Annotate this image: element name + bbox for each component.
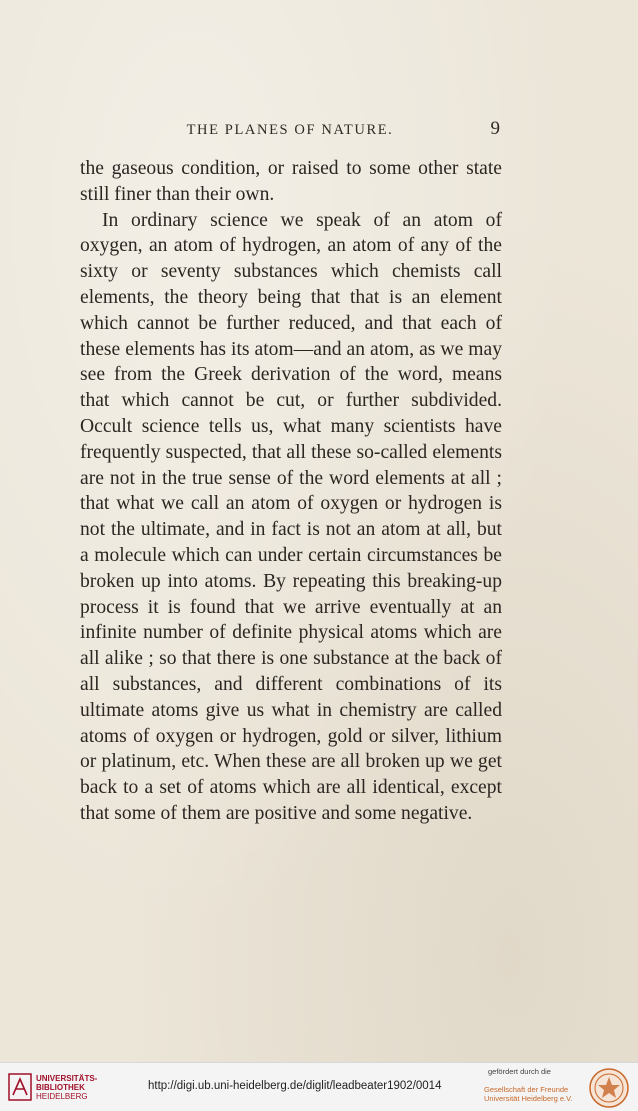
sponsor-name-line: Gesellschaft der Freunde bbox=[484, 1085, 569, 1094]
permalink-url[interactable]: http://digi.ub.uni-heidelberg.de/diglit/leadbeater1902/0014 bbox=[148, 1080, 442, 1092]
running-head-title: THE PLANES OF NATURE. bbox=[186, 122, 394, 138]
university-seal-icon bbox=[588, 1067, 630, 1109]
library-name bbox=[36, 1074, 97, 1101]
library-name-line: UNIVERSITÄTS- bbox=[36, 1074, 98, 1083]
library-logo-icon bbox=[8, 1073, 32, 1101]
digitization-footer bbox=[0, 1062, 638, 1111]
sponsor-name-line: Universität Heidelberg e.V. bbox=[484, 1094, 573, 1103]
funded-by-label: gefördert durch die bbox=[488, 1067, 551, 1076]
sponsor-name bbox=[484, 1085, 573, 1103]
library-name-line: HEIDELBERG bbox=[36, 1092, 88, 1101]
body-text bbox=[80, 156, 502, 827]
paragraph: the gaseous condition, or raised to some other state still finer than their own. bbox=[80, 158, 502, 205]
library-name-line: BIBLIOTHEK bbox=[36, 1083, 85, 1092]
paragraph: In ordinary science we speak of an atom of oxygen, an atom of hydrogen, an atom of any of the sixty or seventy substances which chemists call elements, the theory being that that is an element which cannot be further reduced, and that each of these elements has its atom—and an atom, as we may see from the Greek derivation of the word, means that which cannot be cut, or further subdivided. Occult science tells us, what many scientists have frequently suspected, that all these so-called elements are not in the true sense of the word elements at all ; that what we call an atom of oxygen or hydrogen is not the ultimate, and in fact is not an atom at all, but a molecule which can under certain circumstances be broken up into atoms. By repeating this breaking-up process it is found that we arrive eventually at an infinite number of definite physical atoms which are all alike ; so that there is one substance at the back of all substances, and different combinations of its ultimate atoms give us what in chemistry are called atoms of oxygen or hydrogen, gold or silver, lithium or platinum, etc. When these are all broken up we get back to a set of atoms which are all identical, except that some of them are positive and some negative. bbox=[80, 209, 502, 824]
page-number: 9 bbox=[490, 118, 500, 139]
